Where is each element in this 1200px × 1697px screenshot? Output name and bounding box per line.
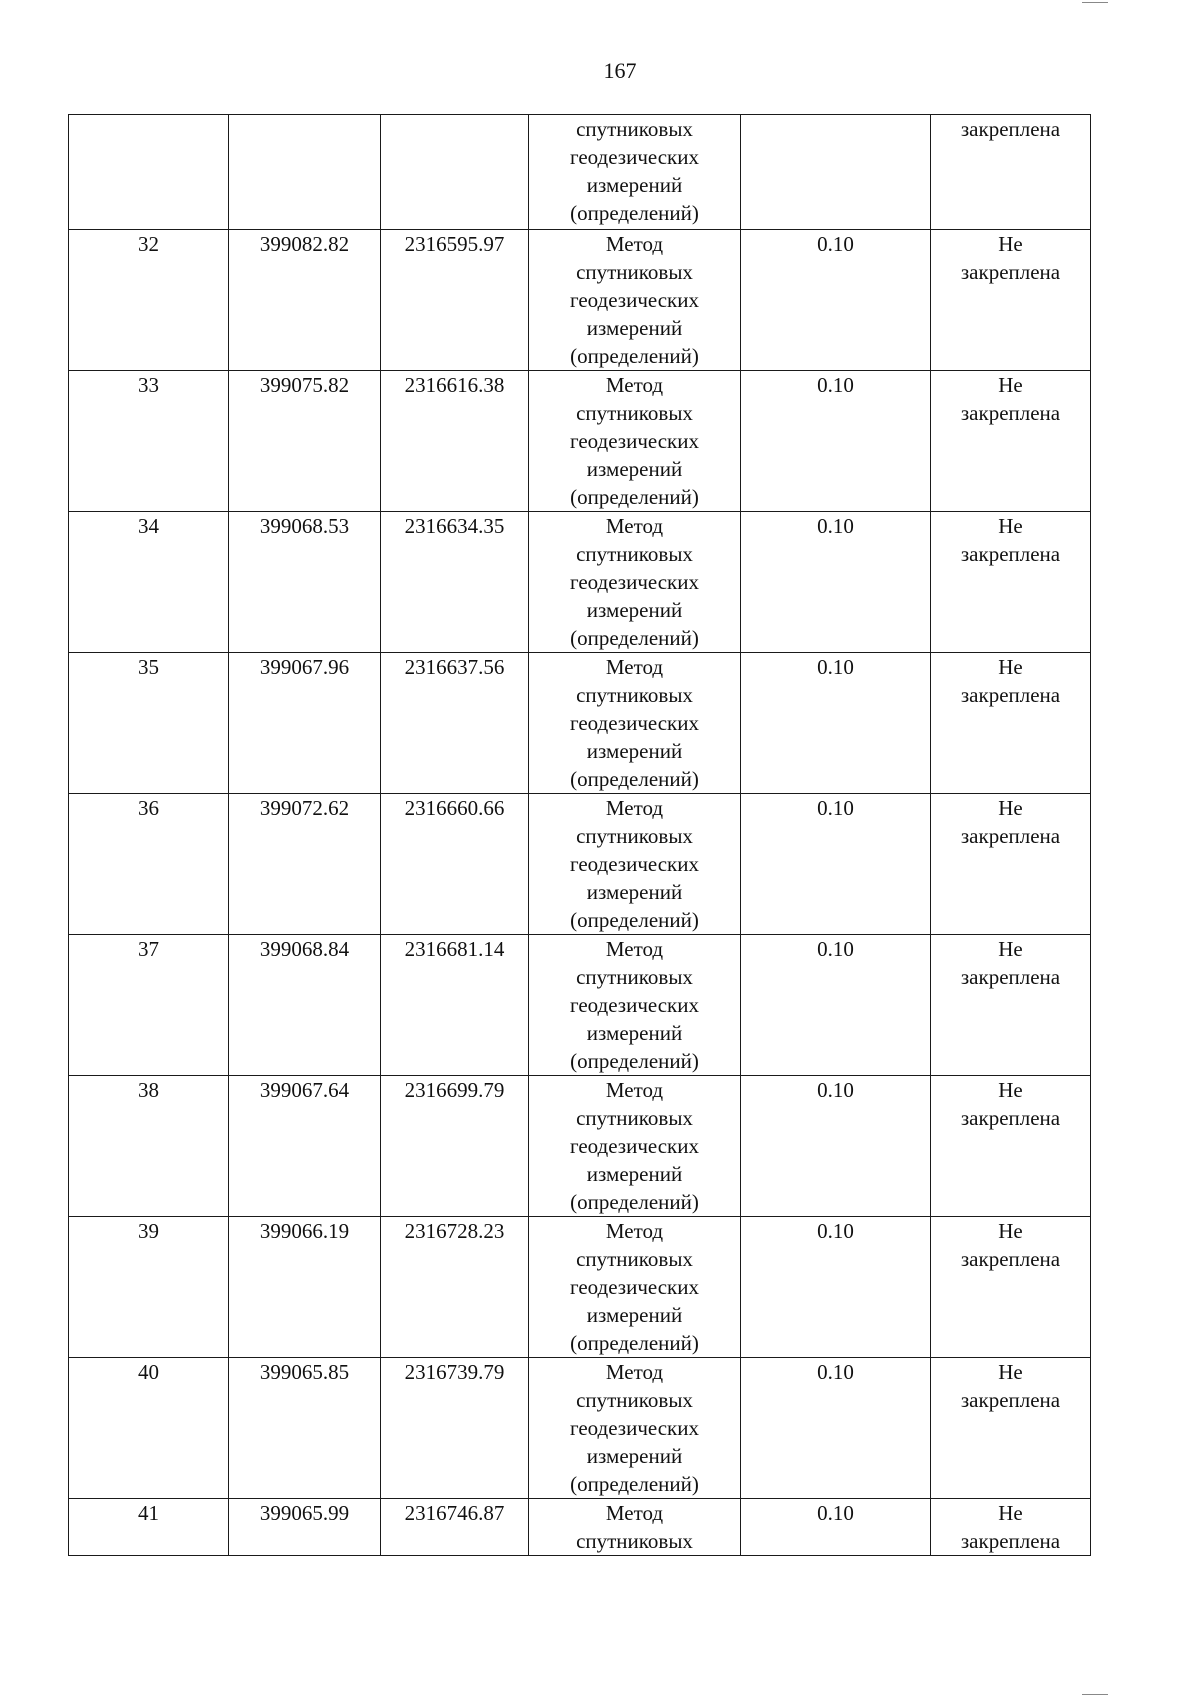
- cell-method: [529, 1076, 741, 1217]
- fixing-text: закреплена: [960, 1247, 1061, 1271]
- method-line: геодезических: [569, 852, 699, 876]
- cell-point-number-text: 38: [138, 1078, 159, 1102]
- fixing-text: закреплена: [960, 260, 1061, 284]
- fixing-text: Не: [998, 1501, 1023, 1525]
- cell-x: [229, 653, 381, 794]
- fixing-text: Не: [998, 655, 1023, 679]
- cell-x: [229, 1076, 381, 1217]
- fixing-text: закреплена: [960, 824, 1061, 848]
- cell-y: [381, 1358, 529, 1499]
- cell-method: [529, 115, 741, 230]
- method-line: измерений: [586, 1303, 683, 1327]
- method-line: геодезических: [569, 1134, 699, 1158]
- cell-point-number: [69, 230, 229, 371]
- cell-x-text: 399065.99: [259, 1501, 350, 1525]
- table-row: [69, 1358, 1091, 1499]
- cell-x: [229, 512, 381, 653]
- method-line: геодезических: [569, 711, 699, 735]
- cell-x: [229, 935, 381, 1076]
- method-line: Метод: [605, 1219, 664, 1243]
- cell-precision: [741, 1358, 931, 1499]
- cell-precision-text: 0.10: [817, 655, 854, 679]
- cell-fixing: [931, 1217, 1091, 1358]
- cell-point-number: [69, 653, 229, 794]
- cell-precision-text: 0.10: [817, 1078, 854, 1102]
- method-line: Метод: [605, 1360, 664, 1384]
- cell-point-number: [69, 115, 229, 230]
- cell-fixing: [931, 1358, 1091, 1499]
- cell-y-text: 2316595.97: [404, 232, 505, 256]
- cell-y: [381, 512, 529, 653]
- method-line: измерений: [586, 316, 683, 340]
- cell-method: [529, 794, 741, 935]
- cell-point-number: [69, 1499, 229, 1556]
- cell-y: [381, 1217, 529, 1358]
- cell-method: [529, 512, 741, 653]
- cell-precision-text: 0.10: [817, 1219, 854, 1243]
- coordinates-table: [68, 114, 1091, 1556]
- fixing-text: закреплена: [960, 1106, 1061, 1130]
- fixing-text: закреплена: [960, 1529, 1061, 1553]
- cell-point-number: [69, 935, 229, 1076]
- table-row: [69, 794, 1091, 935]
- cell-precision: [741, 512, 931, 653]
- cell-x-text: 399072.62: [259, 796, 350, 820]
- cell-point-number-text: 37: [138, 937, 159, 961]
- fixing-text: закреплена: [960, 401, 1061, 425]
- cell-x-text: 399075.82: [259, 373, 350, 397]
- cell-y: [381, 1499, 529, 1556]
- cell-precision: [741, 371, 931, 512]
- cell-x-text: 399065.85: [259, 1360, 350, 1384]
- cell-y: [381, 1076, 529, 1217]
- method-line: геодезических: [569, 145, 699, 169]
- method-line: спутниковых: [576, 542, 693, 566]
- cell-y-text: 2316681.14: [404, 937, 505, 961]
- cell-y: [381, 653, 529, 794]
- method-line: спутниковых: [576, 683, 693, 707]
- cell-point-number-text: 36: [138, 796, 159, 820]
- cell-method: [529, 371, 741, 512]
- cell-method: [529, 1217, 741, 1358]
- method-line: спутниковых: [576, 1106, 693, 1130]
- method-line: (определений): [570, 344, 699, 368]
- method-line: спутниковых: [576, 1529, 693, 1553]
- method-line: геодезических: [569, 1416, 699, 1440]
- cell-x: [229, 794, 381, 935]
- fixing-text: Не: [998, 1078, 1023, 1102]
- cell-y-text: 2316728.23: [404, 1219, 505, 1243]
- fixing-text: Не: [998, 937, 1023, 961]
- cell-x: [229, 1217, 381, 1358]
- fixing-text: Не: [998, 514, 1023, 538]
- cell-fixing: [931, 115, 1091, 230]
- cell-precision-text: 0.10: [817, 514, 854, 538]
- method-line: спутниковых: [576, 401, 693, 425]
- cell-method: [529, 1499, 741, 1556]
- method-line: геодезических: [569, 429, 699, 453]
- cell-point-number: [69, 1076, 229, 1217]
- cell-fixing: [931, 230, 1091, 371]
- method-line: измерений: [586, 598, 683, 622]
- method-line: измерений: [586, 173, 683, 197]
- cell-x-text: 399066.19: [259, 1219, 350, 1243]
- method-line: (определений): [570, 1049, 699, 1073]
- scan-mark-top: [1082, 2, 1108, 3]
- cell-y: [381, 230, 529, 371]
- method-line: измерений: [586, 1162, 683, 1186]
- cell-x-text: 399068.53: [259, 514, 350, 538]
- table-row: [69, 1499, 1091, 1556]
- method-line: (определений): [570, 1190, 699, 1214]
- method-line: (определений): [570, 767, 699, 791]
- cell-x: [229, 115, 381, 230]
- cell-point-number-text: 34: [138, 514, 159, 538]
- fixing-text: Не: [998, 232, 1023, 256]
- page-number: 167: [603, 58, 637, 83]
- cell-point-number-text: 33: [138, 373, 159, 397]
- table-row: [69, 935, 1091, 1076]
- cell-precision: [741, 115, 931, 230]
- method-line: геодезических: [569, 288, 699, 312]
- cell-precision: [741, 653, 931, 794]
- cell-x: [229, 371, 381, 512]
- method-line: Метод: [605, 1078, 664, 1102]
- cell-method: [529, 653, 741, 794]
- cell-method: [529, 935, 741, 1076]
- cell-y: [381, 115, 529, 230]
- table-row: [69, 653, 1091, 794]
- cell-precision-text: 0.10: [817, 796, 854, 820]
- cell-fixing: [931, 371, 1091, 512]
- cell-precision: [741, 1217, 931, 1358]
- table-row: [69, 1217, 1091, 1358]
- fixing-text: закреплена: [960, 965, 1061, 989]
- method-line: спутниковых: [576, 965, 693, 989]
- method-line: измерений: [586, 457, 683, 481]
- method-line: (определений): [570, 1331, 699, 1355]
- method-line: Метод: [605, 514, 664, 538]
- cell-fixing: [931, 1499, 1091, 1556]
- fixing-text: закреплена: [960, 1388, 1061, 1412]
- cell-point-number-text: 35: [138, 655, 159, 679]
- cell-y-text: 2316739.79: [404, 1360, 505, 1384]
- method-line: измерений: [586, 1021, 683, 1045]
- method-line: Метод: [605, 373, 664, 397]
- scan-mark-bottom: [1082, 1694, 1108, 1695]
- cell-point-number: [69, 512, 229, 653]
- method-line: спутниковых: [576, 1247, 693, 1271]
- method-line: измерений: [586, 1444, 683, 1468]
- method-line: Метод: [605, 796, 664, 820]
- method-line: (определений): [570, 626, 699, 650]
- method-line: (определений): [570, 485, 699, 509]
- method-line: (определений): [570, 908, 699, 932]
- table-row: [69, 1076, 1091, 1217]
- method-line: (определений): [570, 201, 699, 225]
- cell-x-text: 399067.64: [259, 1078, 350, 1102]
- cell-point-number: [69, 371, 229, 512]
- cell-y-text: 2316634.35: [404, 514, 505, 538]
- method-line: (определений): [570, 1472, 699, 1496]
- cell-precision: [741, 1076, 931, 1217]
- table-row: [69, 230, 1091, 371]
- cell-point-number-text: 41: [138, 1501, 159, 1525]
- cell-precision-text: 0.10: [817, 1360, 854, 1384]
- fixing-text: закреплена: [960, 542, 1061, 566]
- cell-x: [229, 1499, 381, 1556]
- cell-point-number: [69, 1358, 229, 1499]
- cell-fixing: [931, 935, 1091, 1076]
- table-row-continued: [69, 115, 1091, 230]
- method-line: Метод: [605, 655, 664, 679]
- cell-y-text: 2316746.87: [404, 1501, 505, 1525]
- method-line: спутниковых: [576, 824, 693, 848]
- cell-fixing: [931, 1076, 1091, 1217]
- cell-precision: [741, 230, 931, 371]
- cell-precision-text: 0.10: [817, 232, 854, 256]
- cell-x: [229, 1358, 381, 1499]
- method-line: измерений: [586, 739, 683, 763]
- cell-fixing: [931, 512, 1091, 653]
- cell-method: [529, 1358, 741, 1499]
- cell-precision-text: 0.10: [817, 1501, 854, 1525]
- cell-y: [381, 794, 529, 935]
- fixing-text: закреплена: [960, 683, 1061, 707]
- method-line: Метод: [605, 232, 664, 256]
- cell-fixing: [931, 653, 1091, 794]
- method-line: спутниковых: [576, 117, 693, 141]
- cell-point-number: [69, 1217, 229, 1358]
- cell-point-number-text: 32: [138, 232, 159, 256]
- fixing-text: Не: [998, 373, 1023, 397]
- cell-precision-text: 0.10: [817, 373, 854, 397]
- cell-y-text: 2316616.38: [404, 373, 505, 397]
- cell-y-text: 2316637.56: [404, 655, 505, 679]
- cell-point-number-text: 40: [138, 1360, 159, 1384]
- method-line: Метод: [605, 937, 664, 961]
- cell-precision: [741, 1499, 931, 1556]
- cell-method: [529, 230, 741, 371]
- cell-x-text: 399067.96: [259, 655, 350, 679]
- cell-precision-text: 0.10: [817, 937, 854, 961]
- cell-precision: [741, 794, 931, 935]
- cell-x-text: 399082.82: [259, 232, 350, 256]
- fixing-text: Не: [998, 796, 1023, 820]
- method-line: геодезических: [569, 993, 699, 1017]
- cell-y-text: 2316699.79: [404, 1078, 505, 1102]
- table-row: [69, 512, 1091, 653]
- fixing-text: Не: [998, 1219, 1023, 1243]
- cell-y-text: 2316660.66: [404, 796, 505, 820]
- table-row: [69, 371, 1091, 512]
- cell-x-text: 399068.84: [259, 937, 350, 961]
- cell-precision: [741, 935, 931, 1076]
- method-line: геодезических: [569, 1275, 699, 1299]
- cell-point-number: [69, 794, 229, 935]
- method-line: Метод: [605, 1501, 664, 1525]
- fixing-text: закреплена: [960, 117, 1061, 141]
- method-line: измерений: [586, 880, 683, 904]
- cell-y: [381, 935, 529, 1076]
- method-line: геодезических: [569, 570, 699, 594]
- cell-point-number-text: 39: [138, 1219, 159, 1243]
- method-line: спутниковых: [576, 260, 693, 284]
- cell-x: [229, 230, 381, 371]
- cell-fixing: [931, 794, 1091, 935]
- method-line: спутниковых: [576, 1388, 693, 1412]
- fixing-text: Не: [998, 1360, 1023, 1384]
- cell-y: [381, 371, 529, 512]
